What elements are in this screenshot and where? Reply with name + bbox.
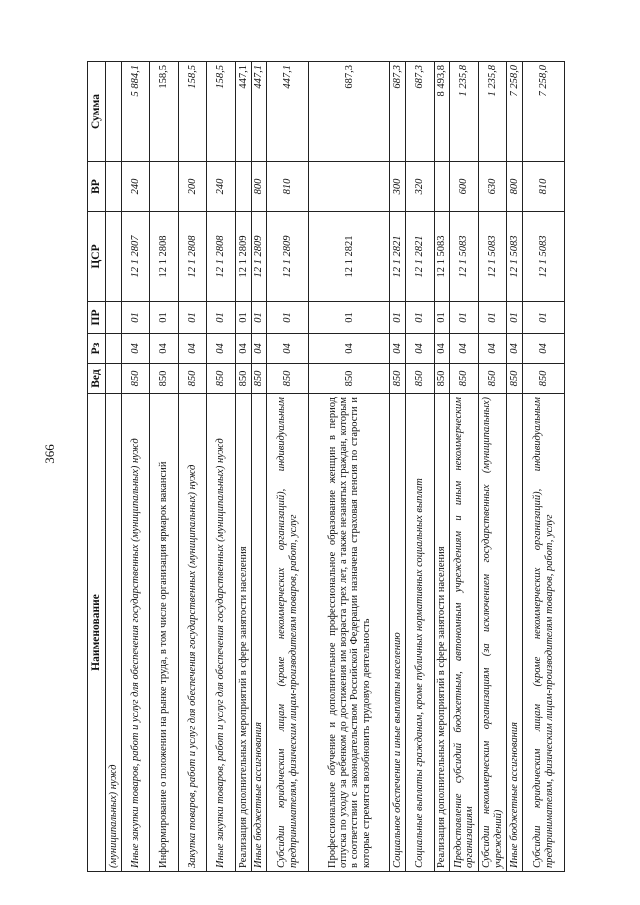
row-name: Предоставление субсидий бюджетным, автономным учреждениям и иным некоммерческим организациям [450, 394, 479, 872]
header-vr: ВР [88, 162, 106, 212]
page-number: 366 [42, 444, 57, 464]
row-pr: 01 [251, 302, 267, 334]
row-name: Социальные выплаты гражданам, кроме публичных нормативных социальных выплат [406, 394, 435, 872]
row-sum [106, 62, 122, 162]
row-pr: 01 [150, 302, 179, 334]
row-csr: 12 1 2809 [267, 212, 309, 302]
row-vr: 800 [251, 162, 267, 212]
row-name: Иные бюджетные ассигнования [251, 394, 267, 872]
row-vr [106, 162, 122, 212]
row-name: Закупка товаров, работ и услуг для обеспечения государственных (муниципальных) нужд [178, 394, 207, 872]
row-csr: 12 1 2808 [150, 212, 179, 302]
row-name: Реализация дополнительных мероприятий в сфере занятости населения [235, 394, 251, 872]
row-vr: 600 [450, 162, 479, 212]
row-vr: 240 [121, 162, 150, 212]
row-name: Субсидии некоммерческим организациям (за исключением государственных (муниципальных) учреждений) [478, 394, 507, 872]
row-ved: 850 [309, 364, 390, 394]
header-rz: Рз [88, 334, 106, 364]
table-row [121, 62, 150, 872]
row-rz: 04 [121, 334, 150, 364]
table-row [235, 62, 251, 872]
table-row [450, 62, 479, 872]
row-name: Субсидии юридическим лицам (кроме некоммерческих организаций), индивидуальным предпринимателям, физическим лицам-производителям товаров, работ, услуг [523, 394, 565, 872]
row-pr: 01 [309, 302, 390, 334]
row-sum: 447,1 [235, 62, 251, 162]
row-pr: 01 [507, 302, 523, 334]
row-sum: 1 235,8 [478, 62, 507, 162]
row-pr: 01 [523, 302, 565, 334]
row-pr: 01 [406, 302, 435, 334]
table-row [390, 62, 406, 872]
row-sum: 687,3 [406, 62, 435, 162]
row-pr: 01 [207, 302, 236, 334]
row-pr: 01 [121, 302, 150, 334]
table-row [251, 62, 267, 872]
row-name: Иные закупки товаров, работ и услуг для обеспечения государственных (муниципальных) нужд [121, 394, 150, 872]
table-row [267, 62, 309, 872]
table-row [507, 62, 523, 872]
row-ved: 850 [178, 364, 207, 394]
row-ved: 850 [406, 364, 435, 394]
row-rz: 04 [207, 334, 236, 364]
table-row [207, 62, 236, 872]
row-vr [235, 162, 251, 212]
row-ved: 850 [450, 364, 479, 394]
row-ved: 850 [150, 364, 179, 394]
row-pr: 01 [434, 302, 450, 334]
row-pr: 01 [390, 302, 406, 334]
row-vr: 800 [507, 162, 523, 212]
row-rz: 04 [523, 334, 565, 364]
row-sum: 5 884,1 [121, 62, 150, 162]
row-ved: 850 [251, 364, 267, 394]
row-vr: 630 [478, 162, 507, 212]
row-sum: 7 258,0 [507, 62, 523, 162]
row-name: Профессиональное обучение и дополнительное профессиональное образование женщин в период отпуска по уходу за ребенком до достижения им возраста трех лет, а также незанятых граждан, которым в соответствии с законодательством Российской Федерации назначена страховая пенсия по старости и которые стремятся возобновить трудовую деятельность [309, 394, 390, 872]
row-csr: 12 1 5083 [523, 212, 565, 302]
row-pr [106, 302, 122, 334]
row-vr [434, 162, 450, 212]
table-row [178, 62, 207, 872]
header-name: Наименование [88, 394, 106, 872]
table-row [523, 62, 565, 872]
row-rz: 04 [390, 334, 406, 364]
row-rz: 04 [434, 334, 450, 364]
header-csr: ЦСР [88, 212, 106, 302]
header-pr: ПР [88, 302, 106, 334]
row-csr: 12 1 2821 [309, 212, 390, 302]
row-rz: 04 [150, 334, 179, 364]
row-name: Иные бюджетные ассигнования [507, 394, 523, 872]
row-csr: 12 1 5083 [478, 212, 507, 302]
budget-table [87, 61, 565, 872]
row-name: (муниципальных) нужд [106, 394, 122, 872]
row-pr: 01 [450, 302, 479, 334]
row-ved: 850 [207, 364, 236, 394]
row-csr: 12 1 5083 [507, 212, 523, 302]
row-name: Информирование о положении на рынке труда, в том числе организация ярмарок вакансий [150, 394, 179, 872]
row-sum: 8 493,8 [434, 62, 450, 162]
row-name: Социальное обеспечение и иные выплаты населению [390, 394, 406, 872]
row-ved: 850 [478, 364, 507, 394]
row-vr: 200 [178, 162, 207, 212]
row-pr: 01 [267, 302, 309, 334]
row-vr: 320 [406, 162, 435, 212]
row-sum: 7 258,0 [523, 62, 565, 162]
row-csr: 12 1 5083 [450, 212, 479, 302]
row-csr: 12 1 2807 [121, 212, 150, 302]
row-name: Субсидии юридическим лицам (кроме некоммерческих организаций), индивидуальным предпринимателям, физическим лицам-производителям товаров, работ, услуг [267, 394, 309, 872]
row-csr [106, 212, 122, 302]
row-csr: 12 1 2809 [235, 212, 251, 302]
row-sum: 447,1 [251, 62, 267, 162]
row-csr: 12 1 2821 [406, 212, 435, 302]
row-pr: 01 [478, 302, 507, 334]
row-ved: 850 [235, 364, 251, 394]
row-ved [106, 364, 122, 394]
row-sum: 687,3 [309, 62, 390, 162]
row-name: Иные закупки товаров, работ и услуг для обеспечения государственных (муниципальных) нужд [207, 394, 236, 872]
row-rz: 04 [406, 334, 435, 364]
row-vr: 240 [207, 162, 236, 212]
row-vr: 810 [523, 162, 565, 212]
row-csr: 12 1 2808 [178, 212, 207, 302]
row-pr: 01 [235, 302, 251, 334]
row-ved: 850 [507, 364, 523, 394]
row-sum: 447,1 [267, 62, 309, 162]
row-rz: 04 [309, 334, 390, 364]
row-rz: 04 [507, 334, 523, 364]
table-row [434, 62, 450, 872]
row-ved: 850 [390, 364, 406, 394]
row-rz: 04 [478, 334, 507, 364]
row-ved: 850 [523, 364, 565, 394]
table-header-row [88, 62, 106, 872]
row-rz: 04 [267, 334, 309, 364]
row-pr: 01 [178, 302, 207, 334]
row-sum: 687,3 [390, 62, 406, 162]
row-sum: 1 235,8 [450, 62, 479, 162]
header-sum: Сумма [88, 62, 106, 162]
row-vr [309, 162, 390, 212]
row-vr: 300 [390, 162, 406, 212]
row-ved: 850 [121, 364, 150, 394]
row-sum: 158,5 [150, 62, 179, 162]
row-csr: 12 1 5083 [434, 212, 450, 302]
row-rz: 04 [235, 334, 251, 364]
table-row [150, 62, 179, 872]
rotated-table-container [87, 62, 565, 872]
row-rz: 04 [450, 334, 479, 364]
row-vr: 810 [267, 162, 309, 212]
row-ved: 850 [434, 364, 450, 394]
table-row [406, 62, 435, 872]
row-vr [150, 162, 179, 212]
row-csr: 12 1 2808 [207, 212, 236, 302]
table-row [106, 62, 122, 872]
table-row [478, 62, 507, 872]
row-csr: 12 1 2821 [390, 212, 406, 302]
row-rz [106, 334, 122, 364]
row-ved: 850 [267, 364, 309, 394]
row-rz: 04 [178, 334, 207, 364]
header-ved: Вед [88, 364, 106, 394]
row-sum: 158,5 [178, 62, 207, 162]
row-sum: 158,5 [207, 62, 236, 162]
row-csr: 12 1 2809 [251, 212, 267, 302]
row-name: Реализация дополнительных мероприятий в сфере занятости населения [434, 394, 450, 872]
row-rz: 04 [251, 334, 267, 364]
table-row [309, 62, 390, 872]
